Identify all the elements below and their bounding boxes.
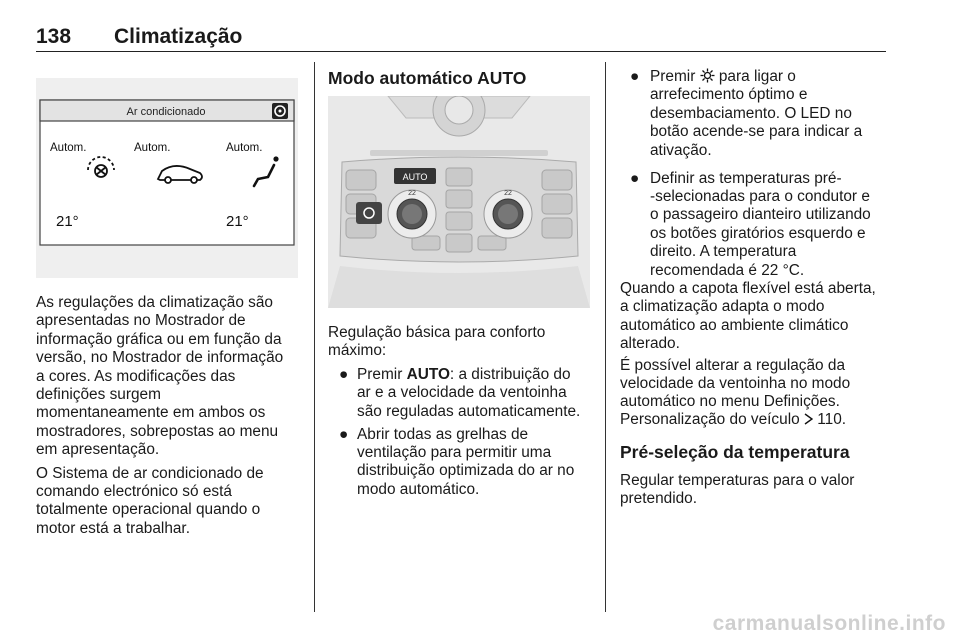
text-line: os botões giratórios esquerdo e — [650, 225, 866, 242]
text-line: desembaciamento. O LED no — [650, 105, 852, 122]
text-line: motor está a trabalhar. — [36, 520, 190, 537]
text-line: Quando a capota flexível está aberta, — [620, 280, 876, 297]
section-title: Climatização — [114, 25, 243, 48]
text-line: O Sistema de ar condicionado de — [36, 465, 264, 482]
text-line: As regulações da climatização são — [36, 294, 273, 311]
climate-display-figure — [36, 78, 298, 278]
text-line: arrefecimento óptimo e — [650, 86, 808, 103]
text-line: É possível alterar a regulação da — [620, 357, 846, 374]
display-temp-right: 21° — [226, 213, 249, 230]
right-knob-temp: 22 — [504, 190, 512, 197]
ac-max-icon — [700, 68, 715, 83]
text-line: são reguladas automaticamente. — [357, 403, 581, 420]
right-temperature-knob — [484, 190, 532, 238]
text-line: Regulação básica para conforto — [328, 324, 546, 341]
cross-reference: Personalização do veículo 110. — [620, 411, 847, 428]
text-line: modo automático. — [357, 481, 480, 498]
climate-panel-figure — [328, 96, 590, 308]
text-line: comando electrónico só está — [36, 483, 232, 500]
text-line: a climatização adapta o modo — [620, 298, 825, 315]
text-line: totalmente operacional quando o — [36, 501, 261, 518]
text-line: direito. A temperatura — [650, 243, 797, 260]
page-reference-arrow-icon — [804, 413, 813, 425]
text-line: definições surgem — [36, 386, 161, 403]
text-line: máximo: — [328, 342, 387, 359]
text-line: ativação. — [650, 142, 712, 159]
bullet-marker: ● — [339, 426, 349, 443]
display-temp-left: 21° — [56, 213, 79, 230]
watermark: carmanualsonline.info — [712, 612, 946, 635]
display-autom-seat: Autom. — [226, 142, 263, 154]
display-autom-fan: Autom. — [50, 142, 87, 154]
text-line: velocidade da ventoinha no modo — [620, 375, 851, 392]
text-line: automático no menu Definições. — [620, 393, 840, 410]
text-line: o passageiro dianteiro utilizando — [650, 206, 871, 223]
text-line: alterado. — [620, 335, 680, 352]
text-line: versão, no Mostrador de informação — [36, 349, 284, 366]
text-line: em apresentação. — [36, 441, 160, 458]
text-line: apresentadas no Mostrador de — [36, 312, 246, 329]
text-line: informação gráfica ou em função da — [36, 331, 282, 348]
text-line: mostradores, sobrepostas ao menu — [36, 423, 279, 440]
text-line: automático ao ambiente climático — [620, 317, 849, 334]
bullet-marker: ● — [630, 68, 640, 85]
text-line: Definir as temperaturas pré- — [650, 170, 842, 187]
text-line: -selecionadas para o condutor e — [650, 188, 870, 205]
text-line: Abrir todas as grelhas de — [357, 426, 529, 443]
display-title: Ar condicionado — [126, 106, 206, 118]
text-line: Regular temperaturas para o valor — [620, 472, 855, 489]
text-line: distribuição optimizada do ar no — [357, 462, 575, 479]
settings-icon — [272, 103, 288, 119]
text-line: momentaneamente em ambos os — [36, 404, 266, 421]
column-divider-1 — [314, 62, 315, 612]
text-line: recomendada é 22 °C. — [650, 262, 805, 279]
text-line: botão acende-se para indicar a — [650, 123, 863, 140]
page-number: 138 — [36, 25, 72, 48]
climate-display-illustration — [36, 78, 298, 278]
preselection-heading: Pré-seleção da temperatura — [620, 442, 850, 462]
column-divider-2 — [605, 62, 606, 612]
climate-panel-illustration — [328, 96, 590, 308]
left-knob-temp: 22 — [408, 190, 416, 197]
bullet-marker: ● — [630, 170, 640, 187]
ac-button — [356, 202, 382, 224]
left-temperature-knob — [388, 190, 436, 238]
text-line: ventilação para permitir uma — [357, 444, 552, 461]
bullet-marker: ● — [339, 366, 349, 383]
auto-mode-heading: Modo automático AUTO — [328, 68, 527, 88]
display-autom-distribution: Autom. — [134, 142, 171, 154]
text-line: Premir AUTO: a distribuição do — [357, 366, 571, 383]
text-line: a cores. As modificações das — [36, 368, 236, 385]
auto-button-label: AUTO — [402, 172, 428, 182]
text-line: Premir para ligar o — [650, 68, 796, 85]
page-header — [36, 25, 886, 52]
auto-button — [394, 168, 436, 184]
text-line: pretendido. — [620, 490, 698, 507]
text-line: ar e a velocidade da ventoinha — [357, 384, 567, 401]
